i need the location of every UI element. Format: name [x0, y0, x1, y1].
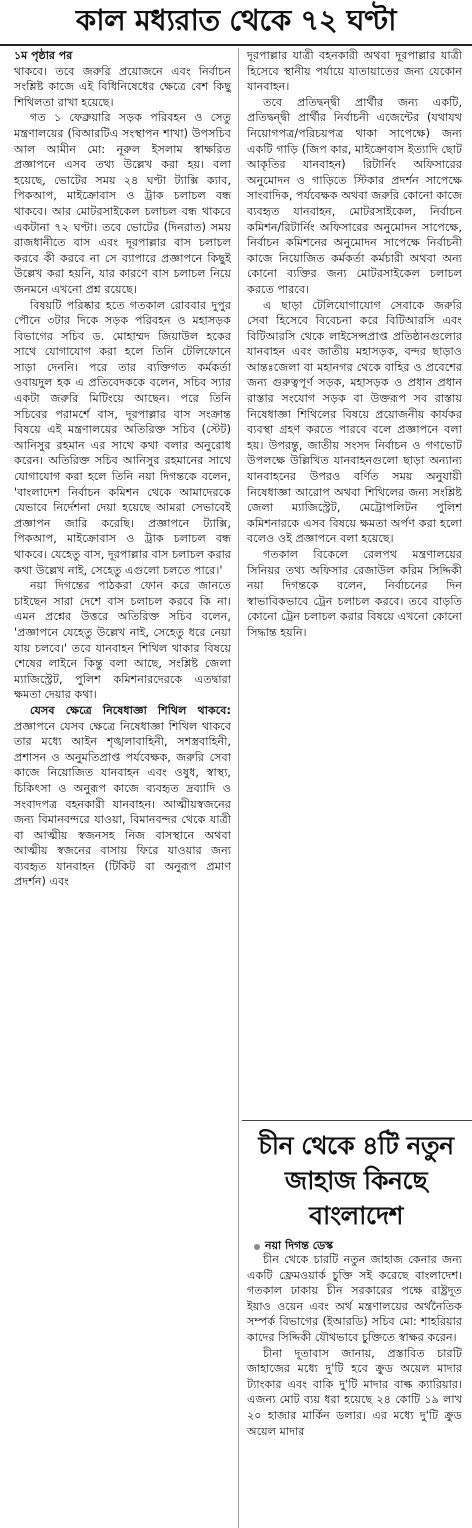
right-paragraph-2: তবে প্রতিদ্বন্দ্বী প্রার্থীর জন্য একটি, প্রতিদ্বন্দ্বী প্রার্থীর নির্বাচনী এজেন্টের (যথাযথ নিয়োগপত্র/পরিচয়পত্র থাকা সাপেক্ষে) জন্য একটি গাড়ি (জিপ কার, মাইক্রোবাস ইত্যাদি ছোট আকৃতির যানবাহন) রিটার্নিং অফিসারের অনুমোদন ও গাড়িতে স্টিকার প্রদর্শন সাপেক্ষে সাংবাদিক, পর্যবেক্ষক অথবা জরুরি কোনো কাজে ব্যবহৃত যানবাহন, মোটরসাইকেল, নির্বাচন কমিশন/রিটার্নিং অফিসারের অনুমোদন সাপেক্ষে, নির্বাচন কমিশনের অনুমোদন সাপেক্ষে নির্বাচনী কাজে নিয়োজিত কর্মকর্তা কর্মচারী অথবা অন্য কোনো ব্যক্তির জন্য মোটরসাইকেল চলাচল করতে পারবে।	[247, 95, 462, 296]
bullet-icon	[254, 1244, 260, 1250]
left-paragraph-5-text: প্রজ্ঞাপনে যেসব ক্ষেত্রে নিষেধাজ্ঞা শিথিল থাকবে তার মধ্যে আইন শৃঙ্খলাবাহিনী, সশস্ত্রবাহিনী, প্রশাসন ও অনুমতিপ্রাপ্ত পর্যবেক্ষক, জরুরি সেবা কাজে নিয়োজিত যানবাহন এবং ওষুধ, স্বাস্থ্য, চিকিৎসা ও অনুরূপ কাজে ব্যবহৃত দ্রব্যাদি ও সংবাদপত্র বহনকারী যানবাহন। আত্মীয়স্বজনের জন্য বিমানবন্দরে যাওয়া, বিমানবন্দর থেকে যাত্রী বা আত্মীয় স্বজনসহ নিজ বাসস্থানে অথবা আত্মীয় স্বজনের বাসায় ফিরে যাওয়ার জন্য ব্যবহৃত যানবাহন (টিকিট বা অনুরূপ প্রমাণ প্রদর্শন) এবং	[14, 719, 231, 889]
continued-from-label: ১ম পৃষ্ঠার পর	[14, 49, 73, 62]
left-paragraph-5	[14, 703, 231, 890]
right-paragraph-3: এ ছাড়া টেলিযোগাযোগ সেবাকে জরুরি সেবা হিসেবে বিবেচনা করে বিটিআরসি এবং বিটিআরসি থেকে লাইসেন্সপ্রাপ্ত প্রতিষ্ঠানগুলোর যানবাহন এবং জাতীয় মহাসড়ক, বন্দর ছাড়াও আন্তঃজেলা বা মহানগর থেকে বাহির ও প্রবেশের জন্য গুরুত্বপূর্ণ সড়ক, মহাসড়ক ও প্রধান প্রধান রাস্তার সংযোগ সড়ক বা উক্তরূপ সব রাস্তায় নিষেধাজ্ঞা শিথিলের বিষয়ে প্রয়োজনীয় কার্যকর ব্যবস্থা গ্রহণ করতে পারবে বলে প্রজ্ঞাপনে বলা হয়। উপরন্তু, জাতীয় সংসদ নির্বাচন ও গণভোট উপলক্ষে উল্লিখিত যানবাহনগুলো ছাড়া অন্যান্য যানবাহনের উপরও বর্ণিত সময় অনুযায়ী নিষেধাজ্ঞা আরোপ অথবা শিথিলের জন্য সংশ্লিষ্ট জেলা ম্যাজিস্ট্রেট, মেট্রোপলিটন পুলিশ কমিশনারকে এসব বিষয়ে ক্ষমতা অর্পণ করা হলো বলেও ওই প্রজ্ঞাপনে বলা হয়েছে।	[247, 298, 462, 546]
headline-rule	[0, 44, 472, 46]
main-headline: কাল মধ্যরাত থেকে ৭২ ঘণ্টা	[75, 2, 397, 37]
subheading: যেসব ক্ষেত্রে নিষেধাজ্ঞা শিথিল থাকবে:	[30, 703, 231, 717]
left-paragraph-2: গত ১ ফেব্রুয়ারি সড়ক পরিবহন ও সেতু মন্ত্রণালয়ের (বিআরটিএ সংস্থাপন শাখা) উপসচিব আল আমীন মো: নূরুল ইসলাম স্বাক্ষরিত প্রজ্ঞাপনে এসব তথ্য উল্লেখ করা হয়। বলা হয়েছে, ভোটের সময় ২৪ ঘণ্টা ট্যাক্সি ক্যাব, পিকআপ, মাইক্রোবাস ও ট্রাক চলাচল বন্ধ থাকবে। আর মোটরসাইকেল চলাচল বন্ধ থাকবে একটানা ৭২ ঘণ্টা। তবে ভোটের (দিনরাত) সময় রাজধানীতে বাস এবং দূরপাল্লার বাস চলাচল করবে কী করবে না সে ব্যাপারে প্রজ্ঞাপনে কিছুই উল্লেখ করা হয়নি, যার কারণে বাস চলাচল নিয়ে জনমনে এখনো প্রশ্ন রয়েছে।	[14, 111, 231, 296]
left-column	[14, 48, 231, 890]
story2-body	[247, 1252, 462, 1439]
left-paragraph-3: বিষয়টি পরিষ্কার হতে গতকাল রোববার দুপুর পৌনে ৩টার দিকে সড়ক পরিবহন ও মহাসড়ক বিভাগের সচিব ড. মোহাম্মদ জিয়াউল হকের সাথে যোগাযোগ করা হলে তিনি টেলিফোনে সাড়া দেননি। পরে তার ব্যক্তিগত কর্মকর্তা ওবায়দুল হক এ প্রতিবেদককে বলেন, সচিব স্যার একটা জরুরি মিটিংয়ে আছেন। পরে তিনি সচিবের পরামর্শে বাস, দূরপাল্লার বাস সংক্রান্ত বিষয়ে এই মন্ত্রণালয়ের অতিরিক্ত সচিব (স্টেট) আনিসুর রহমান এর সাথে কথা বলার অনুরোধ করেন। অতিরিক্ত সচিব আনিসুর রহমানের সাথে যোগাযোগ করা হলে তিনি নয়া দিগন্তকে বলেন, 'বাংলাদেশ নির্বাচন কমিশন থেকে আমাদেরকে যেভাবে নির্দেশনা দেয়া হয়েছে আমরা সেভাবেই প্রজ্ঞাপন জারি করেছি। প্রজ্ঞাপনে ট্যাক্সি, পিকআপ, মাইক্রোবাস ও ট্রাক চলাচল বন্ধ থাকবে। যেহেতু বাস, দূরপাল্লার বাস চলাচল করার কথা উল্লেখ নাই, সেহেতু এগুলো চলতে পারে।'	[14, 298, 232, 577]
right-paragraph-1: দূরপাল্লার যাত্রী বহনকারী অথবা দূরপাল্লার যাত্রী হিসেবে স্থানীয় পর্যায়ে যাতায়াতের জন্য যেকোন যানবাহন।	[247, 49, 462, 94]
story-separator	[242, 1120, 472, 1121]
left-paragraph-4: নয়া দিগন্তের পাঠকরা ফোন করে জানতে চাইছেন সারা দেশে বাস চলাচল করবে কি না। এমন প্রশ্নের উত্তরে অতিরিক্ত সচিব বলেন, 'প্রজ্ঞাপনে যেহেতু উল্লেখ নাই, সেহেতু ধরে নেয়া যায় চলবে।' তবে যানবাহন শিথিল থাকার বিষয়ে শেষের লাইনে কিন্তু বলা আছে, সংশ্লিষ্ট জেলা ম্যাজিস্ট্রেট, পুলিশ কমিশনারদেরকে এতদ্বারা ক্ষমতা দেয়ার কথা।	[14, 579, 231, 702]
story2-headline: চীন থেকে ৪টি নতুন জাহাজ কিনছে বাংলাদেশ	[258, 1131, 454, 1230]
left-paragraph-1: থাকবে। তবে জরুরি প্রয়োজনে এবং নির্বাচন সংশ্লিষ্ট কাজে এই বিধিনিষেধের ক্ষেত্রে বেশ কিছু শিথিলতা রাখা হয়েছে।	[14, 64, 231, 109]
right-paragraph-4: গতকাল বিকেলে রেলপথ মন্ত্রণালয়ের সিনিয়র তথ্য অফিসার রেজাউল করিম সিদ্দিকী নয়া দিগন্তকে বলেন, নির্বাচনের দিন স্বাভাবিকভাবে ট্রেন চলাচল করবে। তবে বাড়তি কোনো ট্রেন চলাচল করার বিষয়ে এখনো কোনো সিদ্ধান্ত হয়নি।	[247, 548, 462, 639]
column-divider	[238, 48, 239, 1528]
story2-paragraph-1: চীন থেকে চারটি নতুন জাহাজ কেনার জন্য একটি ফ্রেমওয়ার্ক চুক্তি সই করেছে বাংলাদেশ। গতকাল ঢাকায় চীন সরকারের পক্ষে রাষ্ট্রদূত ইয়াও ওয়েন এবং অর্থ মন্ত্রণালয়ের অর্থনৈতিক সম্পর্ক বিভাগের (ইআরডি) সচিব মো: শাহরিয়ার কাদের সিদ্দিকী যৌথভাবে চুক্তিতে স্বাক্ষর করেন।	[247, 1253, 462, 1344]
story2-paragraph-2: চীনা দূতাবাস জানায়, প্রস্তাবিত চারটি জাহাজের মধ্যে দু'টি হবে ক্রুড অয়েল মাদার ট্যাংকার এবং বাকি দু'টি মাদার বাল্ক ক্যারিয়ার। এজন্য মোট ব্যয় ধরা হয়েছে ২৪ কোটি ১৯ লাখ ২০ হাজার মার্কিন ডলার। এর মধ্যে দু'টি ক্রুড অয়েল মাদার	[247, 1346, 462, 1438]
byline-text: নয়া দিগন্ত ডেস্ক	[265, 1239, 334, 1252]
right-column	[247, 48, 462, 641]
